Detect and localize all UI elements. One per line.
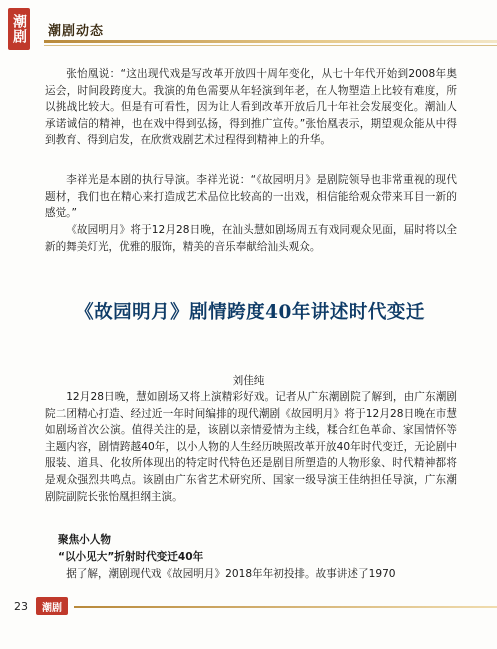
- page-number: 23: [14, 600, 28, 613]
- article1-paragraph: 李祥光是本剧的执行导演。李祥光说：“《故园明月》是剧院领导也非常重视的现代题材，我们也在精心来打造成艺术品位比较高的一出戏，相信能给观众带来耳目一新的感觉。”: [45, 174, 457, 220]
- article1-paragraph: 《故园明月》将于12月28日晚，在汕头慧如剧场周五有戏同观众见面，届时将以全新的舞美灯光，优雅的服饰，精美的音乐奉献给汕头观众。: [45, 224, 457, 253]
- footer-logo: [36, 597, 68, 615]
- article1-paragraph: 张怡凰说：“这出现代戏是写改革开放四十周年变化，从七十年代开始到2008年奥运会，时间段跨度大。我演的角色需要从年轻演到年老，在人物塑造上比较有难度，所以挑战比较大。但是有可看性，因为让人看到改革开放后几十年社会发展变化。潮汕人承诺诚信的精神，也在戏中得到弘扬，得到推广宣传。”张怡凰表示，期望观众能从中得到教育、得到启发，在欣赏戏剧艺术过程得到精神上的升华。: [45, 68, 457, 147]
- logo-text: 潮剧: [11, 14, 27, 44]
- footer-logo-text: 潮剧: [42, 602, 62, 614]
- article2-headline: 《故园明月》剧情跨度40年讲述时代变迁: [75, 302, 425, 323]
- article2-intro-paragraph: 12月28日晚，慧如剧场又将上演精彩好戏。记者从广东潮剧院了解到，由广东潮剧院二团精心打造、经过近一年时间编排的现代潮剧《故园明月》将于12月28日晚在市慧如剧场首次公演。值得关注的是，该剧以亲情爱情为主线，糅合红色革命、家国情怀等主题内容，剧情跨越40年，以小人物的人生经历映照改革开放40年时代变迁，无论剧中服装、道具、化妆所体现出的特定时代特色还是剧目所塑造的人物形象、时代精神都将是观众强烈共鸣点。该剧由广东省艺术研究所、国家一级导演王佳纳担任导演，广东潮剧院副院长张怡凰担纲主演。: [45, 391, 457, 503]
- footer-divider: [74, 606, 497, 608]
- article2-body-paragraph: 据了解，潮剧现代戏《故园明月》2018年年初投排。故事讲述了1970: [66, 568, 396, 580]
- header-divider-thin: [44, 45, 497, 46]
- section-title: 潮剧动态: [48, 24, 105, 39]
- magazine-logo: [8, 8, 30, 50]
- article2-author: 刘佳纯: [232, 375, 265, 387]
- article2-subheading: “以小见大”折射时代变迁40年: [58, 551, 204, 563]
- header-divider: [44, 40, 497, 43]
- article2-subheading: 聚焦小人物: [58, 534, 111, 546]
